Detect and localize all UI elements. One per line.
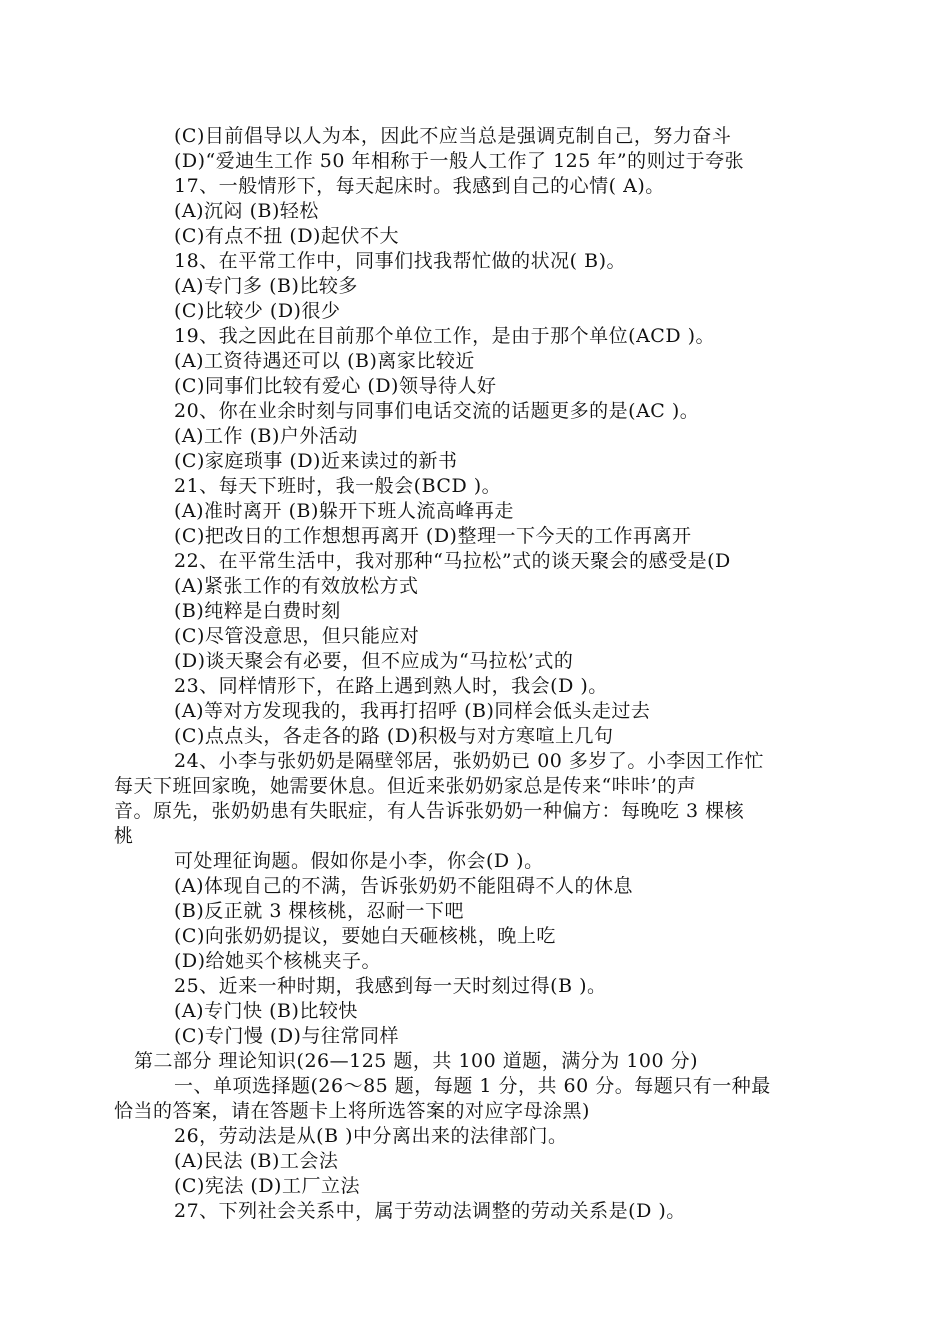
- text-line: (C)把改日的工作想想再离开 (D)整理一下今天的工作再离开: [174, 525, 692, 547]
- text-line: (A)工作 (B)户外活动: [174, 425, 358, 447]
- text-line: (A)沉闷 (B)轻松: [174, 200, 319, 222]
- text-line: 18、在平常工作中，同事们找我帮忙做的状况( B)。: [174, 250, 627, 272]
- text-line: (A)专门快 (B)比较快: [174, 1000, 358, 1022]
- text-line: (A)等对方发现我的，我再打招呼 (B)同样会低头走过去: [174, 700, 651, 722]
- text-line: (B)反正就 3 棵核桃，忍耐一下吧: [174, 900, 464, 922]
- text-line: (D)“爱迪生工作 50 年相称于一般人工作了 125 年”的则过于夸张: [174, 150, 745, 172]
- text-line: (B)纯粹是白费时刻: [174, 600, 341, 622]
- text-line: (D)给她买个核桃夹子。: [174, 950, 382, 972]
- text-line: 23、同样情形下，在路上遇到熟人时，我会(D )。: [174, 675, 608, 697]
- text-line: (C)尽管没意思，但只能应对: [174, 625, 420, 647]
- text-line: (C)有点不扭 (D)起伏不大: [174, 225, 399, 247]
- text-line: 25、近来一种时期，我感到每一天时刻过得(B )。: [174, 975, 607, 997]
- text-line: (C)比较少 (D)很少: [174, 300, 341, 322]
- text-line: 21、每天下班时，我一般会(BCD )。: [174, 475, 502, 497]
- text-line: (C)同事们比较有爱心 (D)领导待人好: [174, 375, 497, 397]
- text-line: 可处理征询题。假如你是小李，你会(D )。: [174, 850, 544, 872]
- text-line: 22、在平常生活中，我对那种“马拉松”式的谈天聚会的感受是(D: [174, 550, 731, 572]
- text-line: 桃: [114, 825, 134, 847]
- text-line: (A)专门多 (B)比较多: [174, 275, 358, 297]
- text-line: (C)家庭琐事 (D)近来读过的新书: [174, 450, 458, 472]
- text-line: (C)宪法 (D)工厂立法: [174, 1175, 360, 1197]
- text-line: (C)目前倡导以人为本，因此不应当总是强调克制自己，努力奋斗: [174, 125, 732, 147]
- text-line: 26，劳动法是从(B )中分离出来的法律部门。: [174, 1125, 568, 1147]
- text-line: (A)工资待遇还可以 (B)离家比较近: [174, 350, 475, 372]
- text-line: (C)向张奶奶提议，要她白天砸核桃，晚上吃: [174, 925, 556, 947]
- text-line: (C)专门慢 (D)与往常同样: [174, 1025, 399, 1047]
- text-line: 恰当的答案，请在答题卡上将所选答案的对应字母涂黑): [114, 1100, 590, 1122]
- text-line: (A)民法 (B)工会法: [174, 1150, 339, 1172]
- text-line: 一、单项选择题(26～85 题，每题 1 分，共 60 分。每题只有一种最: [174, 1075, 771, 1097]
- text-line: (A)紧张工作的有效放松方式: [174, 575, 419, 597]
- text-line: (C)点点头，各走各的路 (D)积极与对方寒喧上几句: [174, 725, 614, 747]
- text-line: 20、你在业余时刻与同事们电话交流的话题更多的是(AC )。: [174, 400, 700, 422]
- section-heading: 第二部分 理论知识(26—125 题，共 100 道题，满分为 100 分): [134, 1050, 699, 1072]
- text-line: 19、我之因此在目前那个单位工作，是由于那个单位(ACD )。: [174, 325, 716, 347]
- text-line: 音。原先，张奶奶患有失眠症，有人告诉张奶奶一种偏方：每晚吃 3 棵核: [114, 800, 745, 822]
- text-line: 每天下班回家晚，她需要休息。但近来张奶奶家总是传来“咔咔’的声: [114, 775, 697, 797]
- document-body: [114, 124, 834, 1224]
- text-line: (A)体现自己的不满，告诉张奶奶不能阻碍不人的休息: [174, 875, 634, 897]
- text-line: 17、一般情形下，每天起床时。我感到自己的心情( A)。: [174, 175, 665, 197]
- text-line: (D)谈天聚会有必要，但不应成为“马拉松’式的: [174, 650, 574, 672]
- text-line: (A)准时离开 (B)躲开下班人流高峰再走: [174, 500, 514, 522]
- text-line: 27、下列社会关系中，属于劳动法调整的劳动关系是(D )。: [174, 1200, 686, 1222]
- text-line: 24、小李与张奶奶是隔壁邻居，张奶奶已 00 多岁了。小李因工作忙: [174, 750, 764, 772]
